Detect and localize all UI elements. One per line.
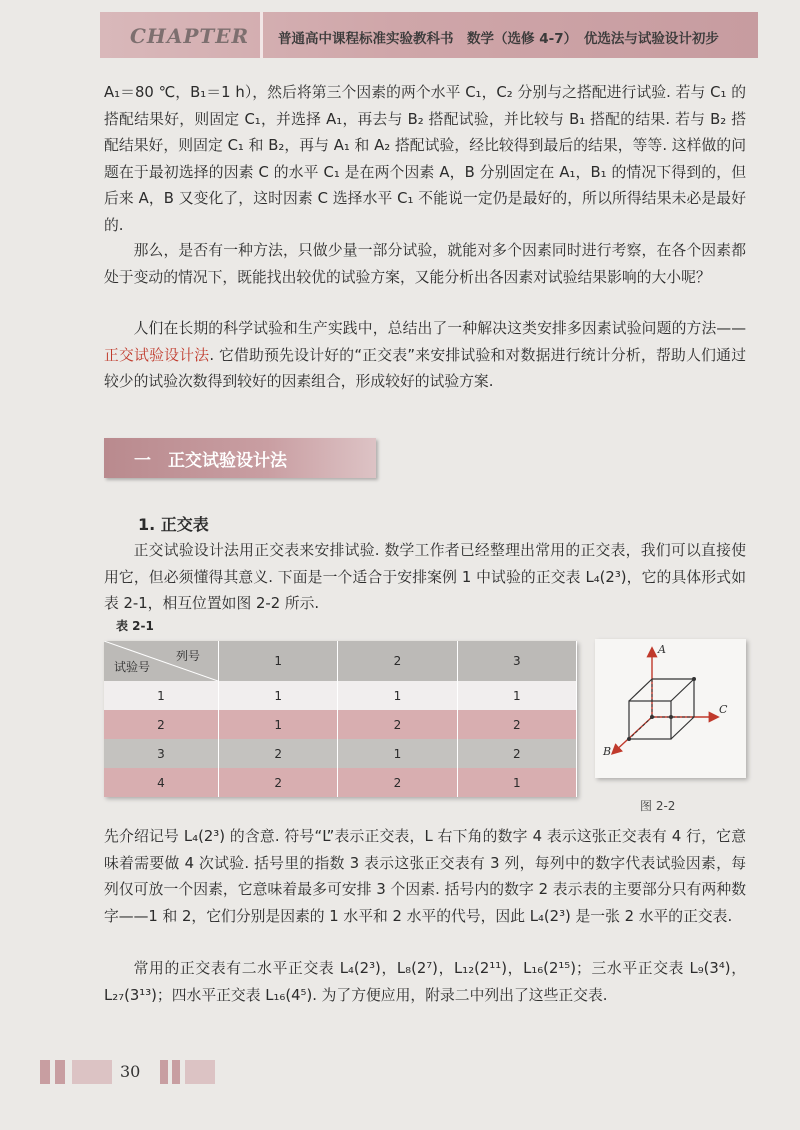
table-cell: 1: [104, 681, 219, 710]
corner-column-label: 列号: [175, 649, 200, 663]
chapter-label: CHAPTER: [130, 24, 250, 48]
paragraph-3-text-b: . 它借助预先设计好的“正交表”来安排试验和对数据进行统计分析，帮助人们通过较少的试验次数得到较好的因素组合，形成较好的试验方案.: [104, 346, 746, 390]
table-label: 表 2-1: [116, 619, 154, 633]
paragraph-3: [104, 316, 746, 396]
table-cell: 1: [457, 681, 576, 710]
paragraph-4: 正交试验设计法用正交表来安排试验. 数学工作者已经整理出常用的正交表，我们可以直接使用它，但必须懂得其意义. 下面是一个适合于安排案例 1 中试验的正交表 L₄(2³)，它的具体形式如表 2-1，相互位置如图 2-2 所示.: [104, 542, 746, 612]
paragraph-6: 常用的正交表有二水平正交表 L₄(2³)，L₈(2⁷)，L₁₂(2¹¹)，L₁₆(2¹⁵)；三水平正交表 L₉(3⁴)，L₂₇(3¹³)；四水平正交表 L₁₆(4⁵). 为了方便应用，附录二中列出了这些正交表.: [104, 960, 746, 1004]
header-divider: [260, 12, 263, 58]
table-cell: 2: [338, 768, 457, 797]
table-cell: 1: [338, 681, 457, 710]
footer-bar: [55, 1060, 65, 1084]
paragraph-2: 那么，是否有一种方法，只做少量一部分试验，就能对多个因素同时进行考察，在各个因素都处于变动的情况下，既能找出较优的试验方案，又能分析出各因素对试验结果影响的大小呢？: [104, 242, 746, 286]
column-header: 1: [219, 641, 338, 681]
table-cell: 4: [104, 768, 219, 797]
table-cell: 1: [457, 768, 576, 797]
axis-label-b: B: [603, 745, 612, 758]
paragraph-3-text-a: 人们在长期的科学试验和生产实践中，总结出了一种解决这类安排多因素试验问题的方法——: [133, 320, 746, 337]
column-header: 3: [457, 641, 576, 681]
table-corner-cell: [104, 641, 219, 681]
corner-row-label: 试验号: [114, 660, 151, 674]
table-header-row: [104, 641, 577, 681]
orthogonal-table: [104, 641, 577, 797]
table-cell: 2: [457, 739, 576, 768]
table-cell: 2: [219, 739, 338, 768]
axis-label-c: C: [719, 703, 728, 716]
table-cell: 3: [104, 739, 219, 768]
table-row: [104, 768, 577, 797]
table-cell: 1: [219, 710, 338, 739]
footer-bar: [185, 1060, 215, 1084]
paragraph-1: A₁＝80 ℃，B₁＝1 h），然后将第三个因素的两个水平 C₁，C₂ 分别与之搭配进行试验. 若与 C₁ 的搭配结果好，则固定 C₁，并选择 A₁，再去与 B₂ 搭配试验，并比较与 B₁ 搭配的结果. 若与 B₂ 搭配结果好，则固定 C₁ 和 B₂，再与 A₁ 和 A₂ 搭配试验，经比较得到最后的结果，等等. 这样做的问题在于最初选择的因素 C 的水平 C₁ 是在两个因素 A，B 分别固定在 A₁，B₁ 的情况下得到的，但后来 A，B 又变化了，这时因素 C 选择水平 C₁ 不能说一定仍是最好的，所以所得结果未必是最好的.: [104, 84, 746, 234]
section-title: 一 正交试验设计法: [134, 451, 287, 471]
book-title: 普通高中课程标准实验教科书 数学（选修 4-7） 优选法与试验设计初步: [278, 31, 719, 47]
table-cell: 2: [457, 710, 576, 739]
axis-label-a: A: [658, 643, 666, 656]
subsection-heading: 1. 正交表: [138, 515, 209, 534]
cube-diagram: [595, 639, 746, 778]
table-row: [104, 710, 577, 739]
table-cell: 1: [219, 681, 338, 710]
term-orthogonal-design: 正交试验设计法: [104, 346, 210, 364]
footer-bar: [72, 1060, 112, 1084]
table-cell: 2: [104, 710, 219, 739]
table-row: [104, 681, 577, 710]
footer-bar: [40, 1060, 50, 1084]
table-cell: 2: [219, 768, 338, 797]
section-banner: [104, 438, 376, 478]
footer-bar: [160, 1060, 168, 1084]
paragraph-5: 先介绍记号 L₄(2³) 的含意. 符号“L”表示正交表，L 右下角的数字 4 表示这张正交表有 4 行，它意味着需要做 4 次试验. 括号里的指数 3 表示这张正交表有 3 列，每列中的数字代表试验因素，每列仅可放一个因素，它意味着最多可安排 3 个因素. 括号内的数字 2 表示表的主要部分只有两种数字——1 和 2，它们分别是因素的 1 水平和 2 水平的代号，因此 L₄(2³) 是一张 2 水平的正交表.: [104, 828, 746, 925]
page-number: 30: [120, 1062, 141, 1081]
footer-bar: [172, 1060, 180, 1084]
cube-figure: [595, 639, 746, 778]
page-header: [100, 12, 758, 58]
column-header: 2: [338, 641, 457, 681]
table-row: [104, 739, 577, 768]
figure-caption: 图 2-2: [640, 799, 676, 813]
table-cell: 1: [338, 739, 457, 768]
table-cell: 2: [338, 710, 457, 739]
